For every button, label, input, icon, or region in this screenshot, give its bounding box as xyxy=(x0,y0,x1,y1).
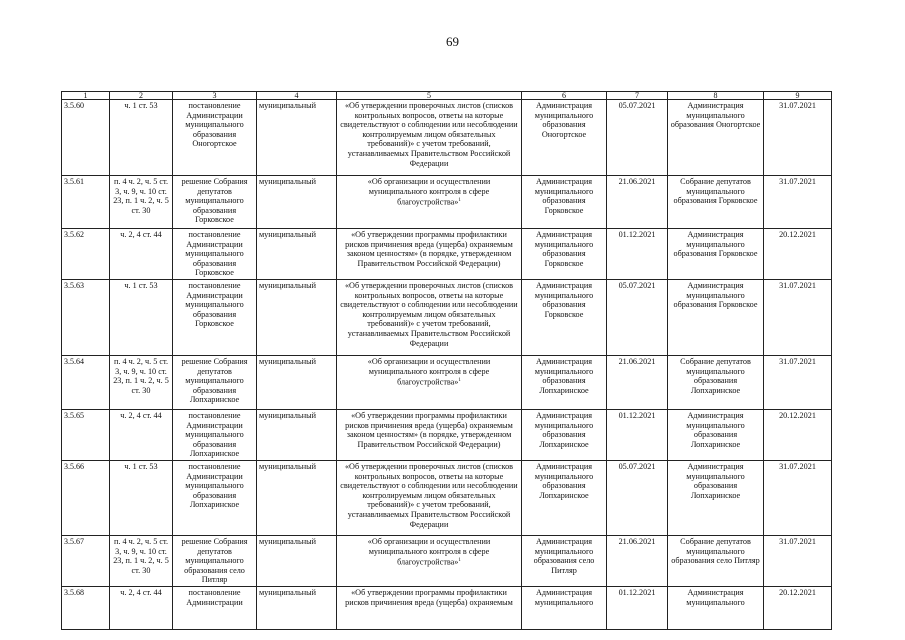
header-cell: 1 xyxy=(62,92,110,100)
cell-developer-text: Администрация муниципального образования Горковское xyxy=(534,280,594,319)
cell-act-title-text: «Об утверждении программы профилактики рисков причинения вреда (ущерба) охраняемым xyxy=(345,587,513,607)
cell-developer xyxy=(522,176,607,229)
cell-act-type xyxy=(173,279,257,355)
cell-act-type-text: постановление Администрации xyxy=(186,587,243,607)
cell-approver-text: Администрация муниципального образования Лопхаринское xyxy=(686,461,745,500)
cell-item-number xyxy=(62,176,110,229)
header-cell: 6 xyxy=(522,92,607,100)
table-row xyxy=(62,279,832,355)
cell-law-article-text: ч. 2, 4 ст. 44 xyxy=(120,587,162,597)
cell-draft-date xyxy=(607,176,668,229)
cell-item-number xyxy=(62,586,110,629)
cell-approver-text: Собрание депутатов муниципального образования Лопхаринское xyxy=(680,356,751,395)
cell-law-article xyxy=(110,229,173,280)
cell-item-number xyxy=(62,535,110,586)
cell-act-type-text: решение Собрания депутатов муниципального образования село Питляр xyxy=(181,536,248,585)
cell-act-type xyxy=(173,586,257,629)
cell-act-title-text: «Об организации и осуществлении муниципального контроля в сфере благоустройства» xyxy=(367,177,491,207)
cell-approver-text: Администрация муниципального образования Лопхаринское xyxy=(686,410,745,449)
header-row xyxy=(62,92,832,100)
cell-act-type-text: постановление Администрации муниципального образования Горковское xyxy=(185,280,244,329)
cell-control-level-text: муниципальный xyxy=(259,587,316,597)
cell-developer-text: Администрация муниципального образования Горковское xyxy=(534,230,594,268)
cell-act-title xyxy=(337,535,522,586)
cell-draft-date-text: 21.06.2021 xyxy=(618,536,656,546)
cell-approval-date-text: 31.07.2021 xyxy=(779,536,816,546)
cell-approval-date-text: 20.12.2021 xyxy=(779,230,816,239)
footnote-marker: 1 xyxy=(458,378,461,384)
cell-item-number-text: 3.5.65 xyxy=(64,410,84,420)
cell-act-title-text: «Об утверждении программы профилактики рисков причинения вреда (ущерба) охраняемым законом ценностям» (в порядке, утвержденном Правительством Российской Федерации) xyxy=(345,230,513,268)
cell-law-article xyxy=(110,176,173,229)
cell-law-article-text: п. 4 ч. 2, ч. 5 ст. 3, ч. 9, ч. 10 ст. 23, п. 1 ч. 2, ч. 5 ст. 30 xyxy=(113,536,169,575)
cell-developer xyxy=(522,355,607,409)
cell-act-type-text: постановление Администрации муниципального образования Оногортское xyxy=(185,101,244,149)
cell-approval-date xyxy=(764,229,832,280)
cell-draft-date xyxy=(607,409,668,460)
cell-draft-date-text: 21.06.2021 xyxy=(618,177,656,186)
cell-control-level-text: муниципальный xyxy=(259,280,316,290)
footnote-marker: 1 xyxy=(458,558,461,564)
cell-act-title-text: «Об утверждении проверочных листов (списков контрольных вопросов, ответы на которые свидетельствуют о соблюдении или несоблюдении контролируемым лицом обязательных требований)» с учетом требований, устанавливаемых Правительством Российской Федерации xyxy=(340,101,518,168)
cell-approver xyxy=(668,460,764,535)
cell-approval-date-text: 31.07.2021 xyxy=(779,280,816,290)
cell-law-article xyxy=(110,535,173,586)
cell-approval-date-text: 31.07.2021 xyxy=(779,101,816,110)
header-cell: 4 xyxy=(257,92,337,100)
cell-act-title xyxy=(337,460,522,535)
cell-act-type xyxy=(173,460,257,535)
cell-approver xyxy=(668,409,764,460)
cell-approver xyxy=(668,279,764,355)
cell-act-type xyxy=(173,100,257,176)
cell-item-number-text: 3.5.62 xyxy=(64,230,84,239)
cell-developer xyxy=(522,409,607,460)
cell-draft-date-text: 01.12.2021 xyxy=(618,230,656,239)
cell-draft-date-text: 05.07.2021 xyxy=(618,101,656,110)
cell-control-level-text: муниципальный xyxy=(259,410,316,420)
cell-act-type xyxy=(173,355,257,409)
cell-approval-date xyxy=(764,535,832,586)
cell-act-title xyxy=(337,176,522,229)
cell-control-level xyxy=(257,535,337,586)
cell-act-title-text: «Об утверждении программы профилактики рисков причинения вреда (ущерба) охраняемым законом ценностям» (в порядке, утвержденном Правительством Российской Федерации) xyxy=(345,410,513,449)
cell-item-number xyxy=(62,355,110,409)
cell-draft-date xyxy=(607,229,668,280)
cell-developer-text: Администрация муниципального образования Лопхаринское xyxy=(534,461,594,500)
cell-approval-date-text: 31.07.2021 xyxy=(779,177,816,186)
header-cell: 7 xyxy=(607,92,668,100)
cell-act-title xyxy=(337,279,522,355)
header-cell: 9 xyxy=(764,92,832,100)
cell-developer-text: Администрация муниципального образования Горковское xyxy=(534,177,594,215)
cell-approval-date xyxy=(764,100,832,176)
cell-approval-date xyxy=(764,460,832,535)
cell-control-level xyxy=(257,279,337,355)
cell-law-article xyxy=(110,100,173,176)
cell-law-article-text: п. 4 ч. 2, ч. 5 ст. 3, ч. 9, ч. 10 ст. 23, п. 1 ч. 2, ч. 5 ст. 30 xyxy=(113,177,169,215)
cell-approval-date-text: 31.07.2021 xyxy=(779,461,816,471)
cell-approver xyxy=(668,535,764,586)
cell-item-number-text: 3.5.64 xyxy=(64,356,84,366)
cell-act-title-text: «Об организации и осуществлении муниципального контроля в сфере благоустройства» xyxy=(367,536,491,567)
table-row xyxy=(62,100,832,176)
cell-approver-text: Администрация муниципального образования Оногортское xyxy=(670,101,761,130)
table-row xyxy=(62,586,832,629)
cell-draft-date xyxy=(607,535,668,586)
cell-law-article-text: ч. 2, 4 ст. 44 xyxy=(120,230,162,239)
cell-item-number-text: 3.5.66 xyxy=(64,461,84,471)
header-cell: 2 xyxy=(110,92,173,100)
cell-item-number-text: 3.5.67 xyxy=(64,536,84,546)
cell-law-article-text: ч. 1 ст. 53 xyxy=(124,101,158,110)
cell-act-type-text: постановление Администрации муниципального образования Горковское xyxy=(185,230,244,278)
cell-approver xyxy=(668,586,764,629)
cell-approval-date xyxy=(764,409,832,460)
cell-developer xyxy=(522,279,607,355)
cell-item-number-text: 3.5.63 xyxy=(64,280,84,290)
cell-draft-date xyxy=(607,586,668,629)
cell-control-level xyxy=(257,176,337,229)
cell-developer-text: Администрация муниципального образования Лопхаринское xyxy=(534,410,594,449)
cell-draft-date xyxy=(607,279,668,355)
cell-law-article-text: п. 4 ч. 2, ч. 5 ст. 3, ч. 9, ч. 10 ст. 23, п. 1 ч. 2, ч. 5 ст. 30 xyxy=(113,356,169,395)
page-number: 69 xyxy=(446,34,459,49)
cell-law-article-text: ч. 1 ст. 53 xyxy=(124,280,158,290)
cell-control-level-text: муниципальный xyxy=(259,461,316,471)
cell-item-number xyxy=(62,229,110,280)
cell-act-title xyxy=(337,586,522,629)
header-cell: 8 xyxy=(668,92,764,100)
cell-developer xyxy=(522,460,607,535)
cell-approver xyxy=(668,355,764,409)
cell-act-type-text: решение Собрания депутатов муниципального образования Горковское xyxy=(181,177,248,225)
cell-developer-text: Администрация муниципального xyxy=(534,587,594,607)
cell-item-number-text: 3.5.60 xyxy=(64,101,84,110)
cell-act-type xyxy=(173,176,257,229)
cell-developer xyxy=(522,229,607,280)
cell-developer-text: Администрация муниципального образования Оногортское xyxy=(534,101,594,139)
table-row xyxy=(62,229,832,280)
cell-draft-date-text: 05.07.2021 xyxy=(618,280,656,290)
cell-item-number xyxy=(62,409,110,460)
cell-control-level xyxy=(257,229,337,280)
table-row xyxy=(62,355,832,409)
cell-approver xyxy=(668,176,764,229)
cell-approval-date-text: 20.12.2021 xyxy=(779,410,816,420)
cell-act-title xyxy=(337,409,522,460)
cell-control-level xyxy=(257,586,337,629)
cell-act-type xyxy=(173,409,257,460)
table-row xyxy=(62,176,832,229)
cell-item-number xyxy=(62,460,110,535)
cell-approval-date xyxy=(764,586,832,629)
cell-approver-text: Администрация муниципального xyxy=(686,587,745,607)
cell-approver xyxy=(668,100,764,176)
cell-approval-date xyxy=(764,176,832,229)
cell-act-type-text: решение Собрания депутатов муниципального образования Лопхаринское xyxy=(181,356,248,405)
table-row xyxy=(62,409,832,460)
header-cell: 3 xyxy=(173,92,257,100)
cell-approver-text: Собрание депутатов муниципального образования село Питляр xyxy=(671,536,760,566)
cell-act-title xyxy=(337,229,522,280)
cell-law-article xyxy=(110,586,173,629)
cell-act-title xyxy=(337,100,522,176)
cell-law-article xyxy=(110,460,173,535)
cell-approval-date-text: 20.12.2021 xyxy=(779,587,816,597)
table-row xyxy=(62,460,832,535)
cell-control-level-text: муниципальный xyxy=(259,101,316,110)
cell-developer-text: Администрация муниципального образования село Питляр xyxy=(533,536,595,575)
cell-draft-date-text: 01.12.2021 xyxy=(618,410,656,420)
cell-law-article xyxy=(110,355,173,409)
cell-control-level-text: муниципальный xyxy=(259,177,316,186)
cell-draft-date-text: 21.06.2021 xyxy=(618,356,656,366)
cell-developer xyxy=(522,535,607,586)
cell-approver xyxy=(668,229,764,280)
regulations-table xyxy=(61,91,832,630)
cell-control-level xyxy=(257,460,337,535)
cell-draft-date-text: 05.07.2021 xyxy=(618,461,656,471)
table-row xyxy=(62,535,832,586)
cell-act-title-text: «Об утверждении проверочных листов (списков контрольных вопросов, ответы на которые свидетельствуют о соблюдении или несоблюдении контролируемым лицом обязательных требований)» с учетом требований, устанавливаемых Правительством Российской Федерации xyxy=(340,461,518,529)
cell-item-number xyxy=(62,100,110,176)
cell-act-title-text: «Об утверждении проверочных листов (списков контрольных вопросов, ответы на которые свидетельствуют о соблюдении или несоблюдении контролируемым лицом обязательных требований)» с учетом требований, устанавливаемых Правительством Российской Федерации xyxy=(340,280,518,348)
cell-law-article xyxy=(110,409,173,460)
cell-act-title-text: «Об организации и осуществлении муниципального контроля в сфере благоустройства» xyxy=(367,356,491,387)
cell-draft-date-text: 01.12.2021 xyxy=(618,587,656,597)
cell-approval-date xyxy=(764,279,832,355)
cell-draft-date xyxy=(607,100,668,176)
cell-draft-date xyxy=(607,355,668,409)
cell-act-title xyxy=(337,355,522,409)
cell-act-type xyxy=(173,229,257,280)
cell-law-article xyxy=(110,279,173,355)
cell-law-article-text: ч. 1 ст. 53 xyxy=(124,461,158,471)
cell-approval-date xyxy=(764,355,832,409)
cell-law-article-text: ч. 2, 4 ст. 44 xyxy=(120,410,162,420)
cell-control-level xyxy=(257,409,337,460)
cell-control-level xyxy=(257,100,337,176)
cell-approver-text: Собрание депутатов муниципального образования Горковское xyxy=(673,177,758,206)
cell-act-type xyxy=(173,535,257,586)
cell-approver-text: Администрация муниципального образования Горковское xyxy=(673,230,758,259)
cell-control-level-text: муниципальный xyxy=(259,230,316,239)
cell-draft-date xyxy=(607,460,668,535)
footnote-marker: 1 xyxy=(458,198,461,204)
cell-control-level xyxy=(257,355,337,409)
cell-developer xyxy=(522,100,607,176)
cell-developer xyxy=(522,586,607,629)
cell-approval-date-text: 31.07.2021 xyxy=(779,356,816,366)
cell-item-number-text: 3.5.61 xyxy=(64,177,84,186)
cell-control-level-text: муниципальный xyxy=(259,536,316,546)
cell-item-number xyxy=(62,279,110,355)
cell-act-type-text: постановление Администрации муниципального образования Лопхаринское xyxy=(185,410,244,459)
cell-item-number-text: 3.5.68 xyxy=(64,587,84,597)
cell-act-type-text: постановление Администрации муниципального образования Лопхаринское xyxy=(185,461,244,510)
cell-developer-text: Администрация муниципального образования Лопхаринское xyxy=(534,356,594,395)
cell-control-level-text: муниципальный xyxy=(259,356,316,366)
cell-approver-text: Администрация муниципального образования Горковское xyxy=(673,280,758,310)
header-cell: 5 xyxy=(337,92,522,100)
